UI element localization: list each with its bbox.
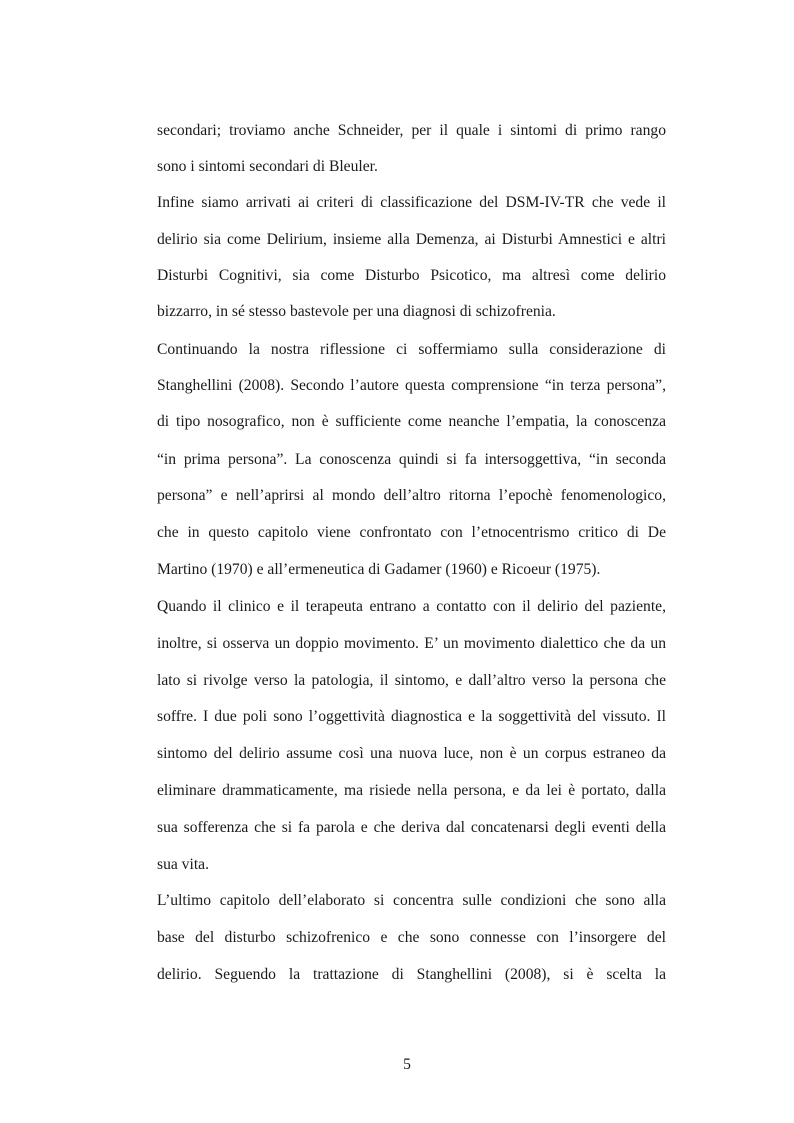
- text-line: che in questo capitolo viene confrontato con l’etnocentrismo critico di De: [157, 524, 666, 541]
- text-line: inoltre, si osserva un doppio movimento. E’ un movimento dialettico che da un: [157, 635, 666, 652]
- text-line: sono i sintomi secondari di Bleuler.: [157, 158, 378, 175]
- text-line: eliminare drammaticamente, ma risiede nella persona, e da lei è portato, dalla: [157, 782, 666, 799]
- text-line: L’ultimo capitolo dell’elaborato si concentra sulle condizioni che sono alla: [157, 892, 666, 909]
- text-line: Martino (1970) e all’ermeneutica di Gadamer (1960) e Ricoeur (1975).: [157, 561, 601, 578]
- text-line: delirio sia come Delirium, insieme alla Demenza, ai Disturbi Amnestici e altri: [157, 231, 666, 248]
- text-line: sua sofferenza che si fa parola e che deriva dal concatenarsi degli eventi della: [157, 819, 666, 836]
- page-number: 5: [403, 1056, 411, 1073]
- text-line: bizzarro, in sé stesso bastevole per una diagnosi di schizofrenia.: [157, 303, 556, 320]
- text-line: Disturbi Cognitivi, sia come Disturbo Psicotico, ma altresì come delirio: [157, 267, 666, 284]
- text-line: Quando il clinico e il terapeuta entrano a contatto con il delirio del paziente,: [157, 598, 666, 615]
- text-line: persona” e nell’aprirsi al mondo dell’altro ritorna l’epochè fenomenologico,: [157, 487, 666, 504]
- text-line: secondari; troviamo anche Schneider, per il quale i sintomi di primo rango: [157, 122, 666, 139]
- text-line: di tipo nosografico, non è sufficiente come neanche l’empatia, la conoscenza: [157, 413, 666, 430]
- text-line: soffre. I due poli sono l’oggettività diagnostica e la soggettività del vissuto. Il: [157, 708, 666, 725]
- text-line: Stanghellini (2008). Secondo l’autore questa comprensione “in terza persona”,: [157, 377, 666, 394]
- text-line: lato si rivolge verso la patologia, il sintomo, e dall’altro verso la persona che: [157, 672, 666, 689]
- text-line: delirio. Seguendo la trattazione di Stanghellini (2008), si è scelta la: [157, 966, 666, 983]
- text-line: Continuando la nostra riflessione ci soffermiamo sulla considerazione di: [157, 341, 666, 358]
- text-line: base del disturbo schizofrenico e che sono connesse con l’insorgere del: [157, 929, 666, 946]
- text-line: Infine siamo arrivati ai criteri di classificazione del DSM-IV-TR che vede il: [157, 194, 666, 211]
- text-line: sua vita.: [157, 856, 209, 873]
- text-line: “in prima persona”. La conoscenza quindi si fa intersoggettiva, “in seconda: [157, 451, 666, 468]
- text-line: sintomo del delirio assume così una nuova luce, non è un corpus estraneo da: [157, 745, 666, 762]
